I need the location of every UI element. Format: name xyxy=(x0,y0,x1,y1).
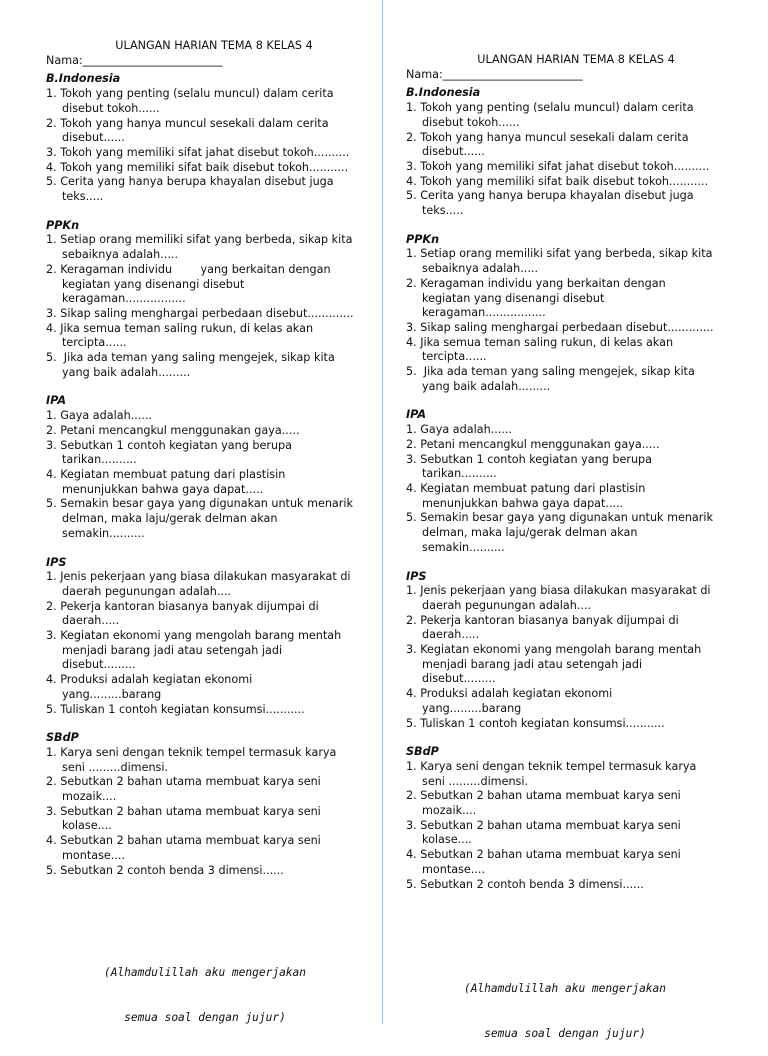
question-continuation: tarikan.......... xyxy=(62,453,137,467)
question-continuation: daerah pegunungan adalah.... xyxy=(422,598,592,612)
question-line: 5. Sebutkan 2 contoh benda 3 dimensi...... xyxy=(46,863,284,877)
question-line: 2. Tokoh yang hanya muncul sesekali dalam cerita xyxy=(46,116,329,130)
question-line: 3. Tokoh yang memiliki sifat jahat disebut tokoh.......... xyxy=(406,159,710,173)
question-line: 3. Tokoh yang memiliki sifat jahat disebut tokoh.......... xyxy=(46,145,350,159)
question-continuation: kegiatan yang disenangi disebut xyxy=(422,291,605,305)
question-continuation: montase.... xyxy=(62,848,126,862)
question-line: 1. Tokoh yang penting (selalu muncul) dalam cerita xyxy=(46,87,334,101)
closing-line: (Alhamdulillah aku mengerjakan xyxy=(463,982,667,995)
question-line: 5. Tuliskan 1 contoh kegiatan konsumsi........... xyxy=(406,716,665,730)
question-line: 5. Cerita yang hanya berupa khayalan disebut juga xyxy=(46,175,334,189)
question-line: 3. Kegiatan ekonomi yang mengolah barang mentah xyxy=(406,643,702,657)
question-continuation: disebut......... xyxy=(422,672,496,686)
question-line: 1. Karya seni dengan teknik tempel termasuk karya xyxy=(406,759,697,773)
question-line: 4. Kegiatan membuat patung dari plastisin xyxy=(406,481,646,495)
question-line: 1. Setiap orang memiliki sifat yang berbeda, sikap kita xyxy=(46,233,353,247)
question-line: 1. Tokoh yang penting (selalu muncul) dalam cerita xyxy=(406,101,694,115)
closing-line: semua soal dengan jujur) xyxy=(484,1027,646,1040)
subject-title: PPKn xyxy=(46,218,80,232)
question-continuation: disebut......... xyxy=(62,658,136,672)
question-sections xyxy=(46,72,372,878)
question-continuation: yang.........barang xyxy=(422,701,522,715)
page-divider xyxy=(382,0,383,1024)
question-continuation: daerah..... xyxy=(62,614,120,628)
question-line: 3. Sebutkan 2 bahan utama membuat karya seni xyxy=(406,818,681,832)
subject-title: IPA xyxy=(406,408,426,422)
question-continuation: kegiatan yang disenangi disebut xyxy=(62,277,245,291)
question-continuation: menunjukkan bahwa gaya dapat..... xyxy=(422,496,624,510)
question-line: 1. Setiap orang memiliki sifat yang berbeda, sikap kita xyxy=(406,247,713,261)
question-line: 2. Petani mencangkul menggunakan gaya..... xyxy=(406,437,660,451)
question-continuation: yang.........barang xyxy=(62,687,162,701)
question-continuation: seni .........dimensi. xyxy=(422,774,529,788)
question-continuation: tarikan.......... xyxy=(422,467,497,481)
question-continuation: sebaiknya adalah..... xyxy=(62,248,179,262)
question-continuation: delman, maka laju/gerak delman akan xyxy=(422,526,638,540)
question-sections xyxy=(406,86,736,892)
name-field-label: Nama:_________________________ xyxy=(406,67,583,81)
question-continuation: sebaiknya adalah..... xyxy=(422,262,539,276)
question-line: 1. Karya seni dengan teknik tempel termasuk karya xyxy=(46,745,337,759)
subject-section xyxy=(406,233,736,395)
question-continuation: montase.... xyxy=(422,862,486,876)
subject-title: IPS xyxy=(406,569,427,583)
question-line: 4. Produksi adalah kegiatan ekonomi xyxy=(406,687,613,701)
question-line: 2. Petani mencangkul menggunakan gaya..... xyxy=(46,423,300,437)
subject-title: SBdP xyxy=(46,731,79,745)
question-continuation: tercipta...... xyxy=(62,336,127,350)
question-line: 4. Sebutkan 2 bahan utama membuat karya seni xyxy=(406,848,681,862)
question-continuation: daerah pegunungan adalah.... xyxy=(62,584,232,598)
subject-title: PPKn xyxy=(406,232,440,246)
subject-section xyxy=(406,570,736,732)
question-continuation: disebut tokoh...... xyxy=(422,115,520,129)
question-continuation: mozaik.... xyxy=(422,804,477,818)
subject-title: IPA xyxy=(46,394,66,408)
question-line: 4. Produksi adalah kegiatan ekonomi xyxy=(46,673,253,687)
question-line: 3. Sebutkan 1 contoh kegiatan yang berupa xyxy=(406,452,652,466)
closing-line: (Alhamdulillah aku mengerjakan xyxy=(103,966,307,979)
question-continuation: seni .........dimensi. xyxy=(62,760,169,774)
question-line: 5. Sebutkan 2 contoh benda 3 dimensi...... xyxy=(406,877,644,891)
question-line: 4. Jika semua teman saling rukun, di kelas akan xyxy=(406,335,674,349)
question-continuation: semakin.......... xyxy=(62,526,145,540)
question-line: 2. Sebutkan 2 bahan utama membuat karya seni xyxy=(46,775,321,789)
question-line: 3. Sebutkan 2 bahan utama membuat karya seni xyxy=(46,804,321,818)
question-continuation: keragaman................. xyxy=(422,306,546,320)
question-line: 2. Pekerja kantoran biasanya banyak dijumpai di xyxy=(46,599,319,613)
subject-section xyxy=(46,556,372,718)
name-field-label: Nama:_________________________ xyxy=(46,53,223,67)
question-line: 2. Keragaman individu yang berkaitan dengan xyxy=(406,276,666,290)
question-line: 5. Jika ada teman yang saling mengejek, sikap kita xyxy=(46,351,335,365)
question-line: 5. Cerita yang hanya berupa khayalan disebut juga xyxy=(406,189,694,203)
question-line: 2. Keragaman individu yang berkaitan dengan xyxy=(46,262,331,276)
question-line: 4. Jika semua teman saling rukun, di kelas akan xyxy=(46,321,314,335)
question-continuation: disebut tokoh...... xyxy=(62,101,160,115)
question-continuation: kolase.... xyxy=(62,819,112,833)
question-continuation: daerah..... xyxy=(422,628,480,642)
question-continuation: disebut...... xyxy=(62,131,125,145)
subject-section xyxy=(406,408,736,555)
question-line: 1. Jenis pekerjaan yang biasa dilakukan masyarakat di xyxy=(46,570,351,584)
question-continuation: menjadi barang jadi atau setengah jadi xyxy=(422,657,643,671)
worksheet-left xyxy=(46,39,372,878)
question-line: 5. Semakin besar gaya yang digunakan untuk menarik xyxy=(46,497,353,511)
question-continuation: keragaman................. xyxy=(62,292,186,306)
question-line: 3. Sikap saling menghargai perbedaan disebut............. xyxy=(46,306,354,320)
question-continuation: teks..... xyxy=(422,204,464,218)
subject-section xyxy=(406,86,736,218)
question-line: 5. Jika ada teman yang saling mengejek, sikap kita xyxy=(406,365,695,379)
question-continuation: mozaik.... xyxy=(62,790,117,804)
question-line: 2. Sebutkan 2 bahan utama membuat karya seni xyxy=(406,789,681,803)
subject-title: B.Indonesia xyxy=(46,72,121,86)
question-line: 3. Kegiatan ekonomi yang mengolah barang mentah xyxy=(46,629,342,643)
closing-line: semua soal dengan jujur) xyxy=(124,1011,286,1024)
question-line: 4. Tokoh yang memiliki sifat baik disebut tokoh........... xyxy=(406,174,709,188)
question-continuation: menjadi barang jadi atau setengah jadi xyxy=(62,643,283,657)
question-continuation: disebut...... xyxy=(422,145,485,159)
question-line: 1. Jenis pekerjaan yang biasa dilakukan masyarakat di xyxy=(406,584,711,598)
question-continuation: semakin.......... xyxy=(422,540,505,554)
question-continuation: tercipta...... xyxy=(422,350,487,364)
question-line: 5. Tuliskan 1 contoh kegiatan konsumsi........... xyxy=(46,702,305,716)
subject-section xyxy=(46,394,372,541)
question-line: 1. Gaya adalah...... xyxy=(46,409,152,423)
closing-note xyxy=(40,935,370,1040)
question-continuation: teks..... xyxy=(62,190,104,204)
question-continuation: delman, maka laju/gerak delman akan xyxy=(62,512,278,526)
question-line: 3. Sebutkan 1 contoh kegiatan yang berupa xyxy=(46,438,292,452)
question-line: 5. Semakin besar gaya yang digunakan untuk menarik xyxy=(406,511,713,525)
subject-section xyxy=(46,731,372,878)
subject-section xyxy=(46,72,372,204)
question-continuation: menunjukkan bahwa gaya dapat..... xyxy=(62,482,264,496)
subject-title: B.Indonesia xyxy=(406,86,481,100)
worksheet-right xyxy=(406,53,736,892)
question-line: 4. Tokoh yang memiliki sifat baik disebut tokoh........... xyxy=(46,160,349,174)
question-line: 1. Gaya adalah...... xyxy=(406,423,512,437)
question-line: 2. Pekerja kantoran biasanya banyak dijumpai di xyxy=(406,613,679,627)
question-continuation: kolase.... xyxy=(422,833,472,847)
question-continuation: yang baik adalah......... xyxy=(62,365,191,379)
worksheet-title: ULANGAN HARIAN TEMA 8 KELAS 4 xyxy=(115,39,313,52)
question-line: 4. Sebutkan 2 bahan utama membuat karya seni xyxy=(46,834,321,848)
subject-title: SBdP xyxy=(406,745,439,759)
subject-section xyxy=(46,219,372,381)
question-line: 4. Kegiatan membuat patung dari plastisin xyxy=(46,467,286,481)
subject-title: IPS xyxy=(46,555,67,569)
closing-note xyxy=(400,951,730,1056)
worksheet-title: ULANGAN HARIAN TEMA 8 KELAS 4 xyxy=(477,53,675,66)
question-line: 2. Tokoh yang hanya muncul sesekali dalam cerita xyxy=(406,130,689,144)
question-continuation: yang baik adalah......... xyxy=(422,379,551,393)
subject-section xyxy=(406,745,736,892)
question-line: 3. Sikap saling menghargai perbedaan disebut............. xyxy=(406,320,714,334)
